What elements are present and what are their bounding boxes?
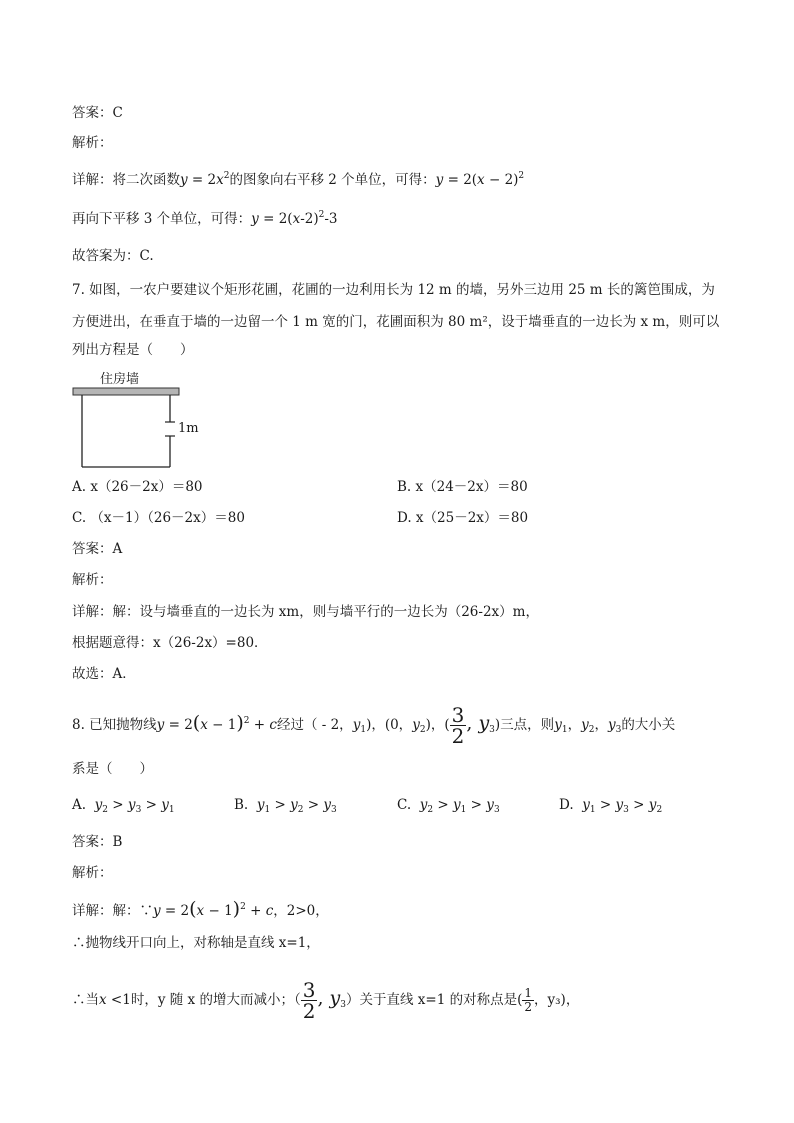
q8-option-a-label: A.: [72, 797, 87, 813]
q7-option-b: B. x（24－2x）＝80: [397, 479, 528, 495]
q8-detail-suffix: ，2>0，: [273, 903, 329, 919]
q6-shift-down-prefix: 再向下平移 3 个单位，可得：: [72, 211, 252, 227]
q6-conclusion: 故答案为：C.: [72, 248, 154, 264]
q8-stem-suffix: 三点，则: [500, 717, 555, 733]
q6-shift-down: 再向下平移 3 个单位，可得：$y = 2(x-2)^2-3$: [72, 210, 338, 227]
q8-option-c-label: C.: [397, 797, 412, 813]
q8-step2-mid: 时，y 随 x 的增大而减小；（: [130, 992, 301, 1008]
q8-option-d: D. $y_1 > y_3 > y_2$: [559, 797, 663, 815]
wall-label: 住房墙: [100, 372, 140, 387]
q7-equation: 根据题意得：x（26-2x）=80．: [72, 635, 268, 651]
q8-option-d-label: D.: [559, 797, 574, 813]
q7-option-c: C. （x－1）（26－2x）＝80: [72, 510, 245, 526]
wall-bar: [73, 388, 179, 395]
q8-option-b-label: B.: [234, 797, 249, 813]
q7-answer: 答案：A: [72, 541, 123, 557]
garden-diagram: [72, 366, 212, 470]
q8-step1: ∴抛物线开口向上，对称轴是直线 x=1，: [72, 935, 320, 951]
q6-answer: 答案：C: [72, 105, 123, 121]
q8-step2-fraction-one-half: $\frac{1}{2}$: [524, 986, 533, 1014]
q7-stem-line3: 列出方程是（ ）: [72, 342, 194, 358]
q8-step2: ∴当x <1时，y 随 x 的增大而减小；（ $\frac{3}{2}$ , $y_3$）关于直线 x=1 的对称点是( $\frac{1}{2}$ ，y₃)，: [72, 978, 580, 1023]
q7-analysis: 解析：: [72, 572, 113, 588]
q7-stem-line2: 方便进出，在垂直于墙的一边留一个 1 m 宽的门，花圃面积为 80 m²，设于墙垂直的一边长为 x m，则可以: [72, 314, 720, 330]
q8-step2-fraction-three-halves: $\frac{3}{2}$: [302, 978, 316, 1023]
q7-conclusion: 故选：A．: [72, 666, 136, 682]
q8-detail: 详解：解：∵y = $2(x - 1)^2 + c$，2>0，: [72, 898, 329, 920]
q7-figure: [72, 366, 212, 470]
q8-stem-line1: 8. 已知抛物线$y = 2(x - 1)^2 + c$经过（ - 2，$y_1$)，(0，$y_2$)，( $\frac{3}{2}$ , $y_3$)三点，则$y_1$，$y_2$，$y_3$的大小关: [72, 703, 676, 748]
q7-option-a: A. x（26－2x）＝80: [72, 479, 203, 495]
q8-stem-mid: 经过（ - 2，: [276, 717, 353, 733]
q8-step2-end: ，y₃)，: [534, 992, 580, 1008]
q8-stem-prefix: 8. 已知抛物线: [72, 717, 157, 733]
q8-analysis: 解析：: [72, 865, 113, 881]
q8-detail-prefix: 详解：解：∵: [72, 903, 153, 919]
q8-option-b: B. $y_1 > y_2 > y_3$: [234, 797, 337, 815]
q7-stem-line1: 7. 如图，一农户要建议个矩形花圃，花圃的一边利用长为 12 m 的墙，另外三边用 25 m 长的篱笆围成，为: [72, 282, 715, 298]
q8-stem-end: 的大小关: [621, 717, 676, 733]
q8-answer: 答案：B: [72, 834, 123, 850]
q8-fraction-three-halves: $\frac{3}{2}$: [451, 703, 465, 748]
q6-detail: 详解：将二次函数$y = 2x^2$的图象向右平移 2 个单位，可得：$y = 2(x - 2)^2$: [72, 171, 525, 188]
q6-analysis: 解析：: [72, 135, 113, 151]
q8-option-c: C. $y_2 > y_1 > y_3$: [397, 797, 500, 815]
q8-step2-mid2: ）关于直线 x=1 的对称点是(: [346, 992, 523, 1008]
q8-step2-prefix: ∴当: [72, 992, 99, 1008]
q7-detail: 详解：解：设与墙垂直的一边长为 xm，则与墙平行的一边长为（26-2x）m，: [72, 604, 539, 620]
door-label: 1m: [178, 421, 199, 436]
q6-detail-prefix: 详解：将二次函数: [72, 172, 180, 188]
q7-option-d: D. x（25－2x）＝80: [397, 510, 529, 526]
q6-detail-mid: 的图象向右平移 2 个单位，可得：: [229, 172, 436, 188]
q8-stem-line2: 系是（ ）: [72, 761, 153, 777]
q8-option-a: A. $y_2 > y_3 > y_1$: [72, 797, 175, 815]
